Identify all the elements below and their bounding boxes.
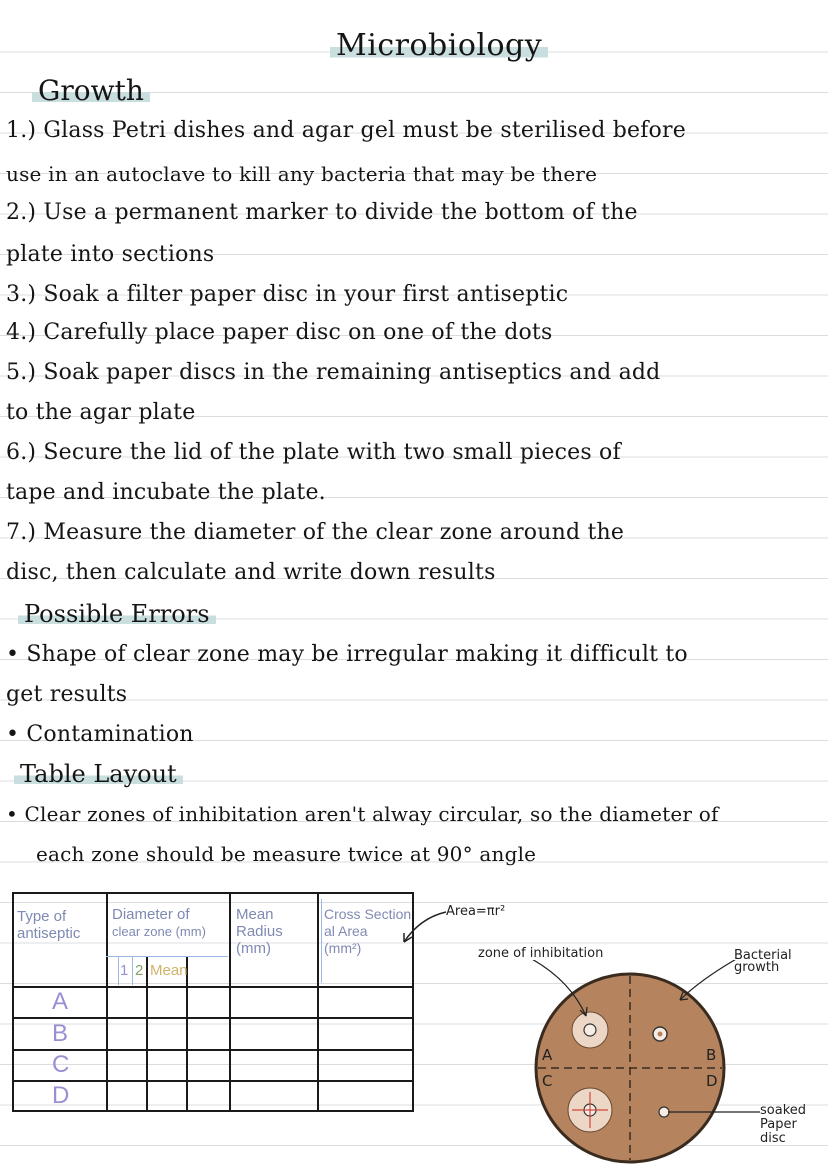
- step-line-4: plate into sections: [6, 242, 215, 267]
- page-title: Microbiology: [330, 28, 548, 63]
- row-label-b: B: [52, 1020, 69, 1047]
- error-line-3: • Contamination: [6, 722, 194, 747]
- step-line-9: 6.) Secure the lid of the plate with two small pieces of: [6, 440, 621, 465]
- step-line-1: 1.) Glass Petri dishes and agar gel must be sterilised before: [6, 118, 686, 143]
- error-line-2: get results: [6, 682, 128, 707]
- sub-header-1: 1: [120, 962, 129, 979]
- step-line-7: 5.) Soak paper discs in the remaining antiseptics and add: [6, 360, 661, 385]
- quadrant-c-label: C: [542, 1072, 553, 1090]
- layout-line-1: • Clear zones of inhibitation aren't alway circular, so the diameter of: [6, 802, 719, 826]
- quadrant-a-label: A: [542, 1046, 553, 1064]
- formula-arrow: [390, 900, 450, 950]
- sub-header-2: 2: [135, 962, 144, 979]
- quadrant-b-label: B: [706, 1046, 717, 1064]
- header-area: Cross Section al Area (mm²): [324, 906, 412, 956]
- header-type: Type of antiseptic: [17, 908, 81, 942]
- sub-header-mean: Mean: [150, 962, 188, 979]
- step-line-8: to the agar plate: [6, 400, 196, 425]
- disc-label: soaked Paper disc: [760, 1103, 807, 1146]
- step-line-3: 2.) Use a permanent marker to divide the bottom of the: [6, 200, 638, 225]
- step-line-6: 4.) Carefully place paper disc on one of the dots: [6, 320, 553, 345]
- growth-heading: Growth: [32, 74, 150, 107]
- header-diameter: Diameter of clear zone (mm): [112, 906, 206, 939]
- row-label-c: C: [52, 1051, 70, 1078]
- step-line-5: 3.) Soak a filter paper disc in your first antiseptic: [6, 282, 569, 307]
- results-table: [12, 892, 414, 1112]
- bacterial-label: Bacterial growth: [734, 948, 792, 975]
- row-label-d: D: [52, 1082, 70, 1109]
- step-line-10: tape and incubate the plate.: [6, 480, 326, 505]
- step-line-11: 7.) Measure the diameter of the clear zone around the: [6, 520, 625, 545]
- step-line-2: use in an autoclave to kill any bacteria that may be there: [6, 162, 598, 186]
- disc-d: [659, 1107, 669, 1117]
- layout-line-2: each zone should be measure twice at 90° angle: [36, 842, 537, 866]
- error-line-1: • Shape of clear zone may be irregular making it difficult to: [6, 642, 688, 667]
- row-label-a: A: [52, 988, 69, 1015]
- table-layout-heading: Table Layout: [14, 760, 183, 788]
- header-radius: Mean Radius (mm): [236, 906, 283, 957]
- step-line-12: disc, then calculate and write down results: [6, 560, 496, 585]
- area-formula: Area=πr²: [446, 904, 506, 919]
- quadrant-d-label: D: [706, 1072, 718, 1090]
- zone-label: zone of inhibitation: [478, 946, 604, 961]
- petri-dish-diagram: [520, 960, 770, 1170]
- errors-heading: Possible Errors: [18, 600, 216, 628]
